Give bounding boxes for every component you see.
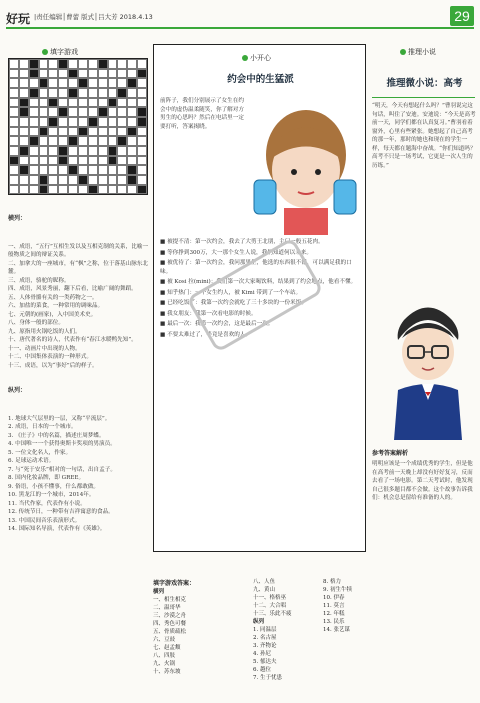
crossword-cell (108, 69, 118, 79)
article-title: 约会中的生猛派 (227, 74, 294, 85)
article-paragraph: ■ 我女朋友：我第一次看电影的时候。 (160, 310, 257, 317)
answers-across-list (153, 596, 253, 676)
crossword-cell (19, 185, 29, 195)
crossword-cell (137, 165, 147, 175)
crossword-black-cell (68, 165, 78, 175)
crossword-cell (68, 117, 78, 127)
answers-across-label: 横列 (153, 589, 165, 595)
bullet-icon (42, 49, 48, 55)
list-item: 四、秀色可餐 (153, 621, 187, 627)
crossword-cell (9, 98, 19, 108)
crossword-cell (88, 98, 98, 108)
crossword-cell (127, 69, 137, 79)
answers-down-list (253, 626, 323, 682)
bullet-icon (400, 49, 406, 55)
list-item: 7. 生于忧患 (253, 675, 282, 681)
article-paragraph: ■ 被优待了：第一次约会，我问那男生，他选的东西很不错，可以满足我的口味。 (160, 260, 352, 275)
crossword-black-cell (127, 127, 137, 137)
crossword-black-cell (68, 88, 78, 98)
list-item: 11. 莫言 (323, 603, 345, 609)
list-item: 三、沙漠之舟 (153, 613, 187, 619)
crossword-cell (19, 156, 29, 166)
crossword-cell (9, 175, 19, 185)
crossword-black-cell (39, 127, 49, 137)
crossword-cell (88, 127, 98, 137)
answers-across-list-2 (253, 578, 323, 618)
crossword-cell (58, 88, 68, 98)
list-item: 五、人体骨骼有关的一类药物之一。 (8, 294, 98, 301)
crossword-cell (78, 117, 88, 127)
crossword-cell (19, 78, 29, 88)
list-item: 5. 一位文化名人，作家。 (8, 449, 72, 456)
crossword-cell (58, 136, 68, 146)
crossword-cell (137, 78, 147, 88)
crossword-cell (48, 136, 58, 146)
crossword-cell (137, 98, 147, 108)
crossword-black-cell (58, 59, 68, 69)
crossword-cell (68, 59, 78, 69)
crossword-cell (127, 59, 137, 69)
list-item: 十一、动画片中出现的人物。 (8, 345, 81, 352)
crossword-cell (58, 69, 68, 79)
crossword-cell (68, 107, 78, 117)
crossword-black-cell (117, 136, 127, 146)
list-item: 10. 黑龙江的一个城市，2014年。 (8, 492, 95, 498)
crossword-cell (98, 156, 108, 166)
list-item: 十二、大合唱 (253, 603, 287, 609)
crossword-cell (137, 88, 147, 98)
page-header (0, 0, 480, 30)
list-item: 7. 与“死于安乐”相对的一句话，出自孟子。 (8, 466, 116, 473)
crossword-cell (78, 88, 88, 98)
crossword-cell (127, 98, 137, 108)
crossword-cell (108, 127, 118, 137)
crossword-cell (48, 78, 58, 88)
list-item: 八、人鱼 (253, 579, 276, 585)
crossword-cell (58, 165, 68, 175)
crossword-cell (108, 78, 118, 88)
crossword-black-cell (108, 146, 118, 156)
crossword-cell (117, 146, 127, 156)
crossword-black-cell (39, 185, 49, 195)
list-item: 四、成语，风景秀丽，翻下后看，比喻广阔的舞蹈。 (8, 286, 137, 292)
crossword-cell (48, 146, 58, 156)
crossword-black-cell (98, 107, 108, 117)
crossword-cell (39, 146, 49, 156)
crossword-cell (68, 156, 78, 166)
article-paragraph: ■ 不要太难过了，毕竟是喜欢的人。 (160, 331, 251, 338)
crossword-cell (48, 165, 58, 175)
crossword-cell (88, 146, 98, 156)
crossword-black-cell (58, 146, 68, 156)
crossword-cell (48, 185, 58, 195)
crossword-cell (78, 59, 88, 69)
crossword-cell (78, 69, 88, 79)
crossword-black-cell (19, 165, 29, 175)
crossword-cell (9, 69, 19, 79)
crossword-black-cell (137, 185, 147, 195)
list-item: 14. 张艺谋 (323, 627, 350, 633)
crossword-cell (19, 69, 29, 79)
list-item: 9. 俗语，小孩不懂事，什么都敢做。 (8, 483, 100, 490)
list-item: 九、原指用火锅吃饭的人们。 (8, 328, 81, 335)
crossword-cell (39, 117, 49, 127)
crossword-black-cell (19, 146, 29, 156)
crossword-cell (127, 88, 137, 98)
list-item: 12. 传统节日，一种带有吉祥寓意的食品。 (8, 509, 114, 515)
crossword-black-cell (78, 127, 88, 137)
crossword-cell (98, 117, 108, 127)
list-item: 九、黄山 (253, 587, 276, 593)
article-paragraph: ■ 被提不清：第一次约会，我去了大剪王北朋，主门一般五花肉。 (160, 239, 324, 245)
list-item: 一、相生相克 (153, 597, 187, 603)
crossword-cell (117, 185, 127, 195)
crossword-cell (98, 88, 108, 98)
crossword-cell (9, 146, 19, 156)
crossword-cell (19, 88, 29, 98)
answer-title: 参考答案解析 (372, 450, 409, 457)
crossword-cell (9, 107, 19, 117)
list-item: 1. 同温层 (253, 627, 277, 633)
crossword-cell (39, 88, 49, 98)
crossword-cell (127, 107, 137, 117)
crossword-cell (117, 98, 127, 108)
crossword-cell (58, 175, 68, 185)
crossword-cell (68, 185, 78, 195)
crossword-black-cell (127, 165, 137, 175)
crossword-cell (48, 127, 58, 137)
crossword-cell (39, 69, 49, 79)
crossword-cell (58, 78, 68, 88)
crossword-cell (88, 59, 98, 69)
crossword-cell (98, 98, 108, 108)
list-item: 十一、格格巫 (253, 595, 287, 601)
crossword-cell (19, 127, 29, 137)
detective-illustration (388, 300, 468, 440)
list-item: 八、身体一般的部位。 (8, 320, 64, 326)
crossword-black-cell (127, 175, 137, 185)
fiction-title: 推理微小说：高考 (386, 78, 463, 89)
crossword-cell (88, 107, 98, 117)
list-item: 9. 初生牛犊 (323, 587, 352, 593)
list-item: 6. 足球运动术语。 (8, 458, 55, 464)
list-item: 12. 年糕 (323, 611, 345, 617)
list-item: 3. 《庄子》中的名篇，描述庄周梦蝶。 (8, 432, 105, 439)
crossword-cell (29, 107, 39, 117)
crossword-cell (117, 78, 127, 88)
watermark-stamp (155, 195, 355, 395)
crossword-cell (78, 156, 88, 166)
article-paragraph: ■ 被 Kosi 拉(mini)：我们第一次大家喝饮料，结果到了约会地点，他看不懂。 (160, 279, 357, 285)
article-paragraph: ■ 最后一次：我第一次约会，这是最后一次。 (160, 321, 274, 327)
crossword-cell (9, 136, 19, 146)
crossword-black-cell (29, 69, 39, 79)
list-item: 十三、成语，以为“事好”后的样子。 (8, 362, 98, 369)
crossword-cell (78, 98, 88, 108)
crossword-cell (117, 59, 127, 69)
crossword-cell (98, 78, 108, 88)
crossword-clues (8, 198, 148, 532)
crossword-cell (108, 165, 118, 175)
crossword-cell (29, 98, 39, 108)
fiction-body: “明天，今天有想起什么吗？”曹羽说完这句话，叫住了安迪。安迪说：“今天是高考前一天，同学们都在认真复习。”曹羽看着窗外，心里有些紧张。她想起了自己高考的那一年，那时的她也和现在的学生一样，每天都在题海中奋战。“你们知道吗？高考不只是一场考试，它更是一次人生的历练。” (372, 103, 476, 169)
fiction-section-title: 推理小说 (400, 47, 436, 57)
list-item: 3. 齐物论 (253, 643, 277, 649)
crossword-black-cell (108, 156, 118, 166)
crossword-cell (137, 146, 147, 156)
list-item: 二、加拿大的一座城市，有“枫”之称，位于落基山脉东北麓。 (8, 260, 148, 275)
crossword-black-cell (48, 98, 58, 108)
list-item: 1. 地球大气层里的一层，又称“平流层”。 (8, 415, 111, 422)
crossword-black-cell (58, 156, 68, 166)
crossword-cell (19, 175, 29, 185)
crossword-cell (9, 127, 19, 137)
crossword-cell (48, 175, 58, 185)
list-item: 14. 国际知名导演，代表作有《英雄》。 (8, 526, 106, 532)
crossword-cell (39, 98, 49, 108)
crossword-cell (29, 146, 39, 156)
list-item: 三、成语，骆驼的昵称。 (8, 277, 70, 284)
crossword-cell (88, 165, 98, 175)
crossword-black-cell (78, 175, 88, 185)
crossword-cell (68, 78, 78, 88)
header-rule (6, 27, 474, 29)
list-item: 11. 当代作家，代表作有小说。 (8, 500, 86, 507)
crossword-cell (39, 165, 49, 175)
list-item: 2. 名古屋 (253, 635, 277, 641)
crossword-cell (9, 165, 19, 175)
crossword-cell (19, 117, 29, 127)
crossword-cell (117, 165, 127, 175)
crossword-cell (88, 175, 98, 185)
crossword-black-cell (9, 156, 19, 166)
across-label: 横列： (8, 215, 27, 222)
list-item: 八、四肢 (153, 653, 176, 659)
crossword-cell (39, 107, 49, 117)
crossword-cell (137, 156, 147, 166)
crossword-cell (48, 107, 58, 117)
crossword-cell (78, 185, 88, 195)
crossword-cell (108, 59, 118, 69)
crossword-black-cell (29, 59, 39, 69)
crossword-black-cell (39, 78, 49, 88)
crossword-cell (29, 78, 39, 88)
crossword-cell (68, 127, 78, 137)
crossword-cell (127, 117, 137, 127)
crossword-cell (19, 136, 29, 146)
crossword-section-title: 填字游戏 (42, 47, 78, 57)
crossword-cell (58, 117, 68, 127)
crossword-cell (88, 88, 98, 98)
list-item: 六、加盐的菜食，一种常用的调味品。 (8, 303, 104, 309)
crossword-cell (29, 165, 39, 175)
article-paragraph: ■ 等你挣到300万，大一那个女生人说，我们知道何以未来。 (160, 249, 312, 256)
list-item: 七、赵孟頫 (153, 645, 181, 651)
list-item: 13. 民乐 (323, 619, 345, 625)
down-label: 纵列： (8, 387, 27, 394)
crossword-cell (29, 127, 39, 137)
crossword-cell (117, 69, 127, 79)
crossword-black-cell (117, 88, 127, 98)
crossword-cell (98, 136, 108, 146)
crossword-cell (88, 156, 98, 166)
crossword-cell (39, 59, 49, 69)
crossword-cell (98, 175, 108, 185)
crossword-cell (9, 185, 19, 195)
crossword-cell (48, 69, 58, 79)
crossword-cell (78, 136, 88, 146)
answers-down-list-2 (323, 578, 368, 634)
crossword-cell (117, 107, 127, 117)
list-item: 九、火锅 (153, 661, 176, 667)
crossword-black-cell (29, 136, 39, 146)
crossword-black-cell (88, 185, 98, 195)
crossword-cell (127, 146, 137, 156)
crossword-cell (9, 117, 19, 127)
across-clue-list (8, 243, 148, 371)
section-name: 好玩 (6, 12, 31, 26)
crossword-cell (98, 127, 108, 137)
crossword-grid (8, 58, 148, 195)
crossword-cell (98, 146, 108, 156)
crossword-cell (98, 69, 108, 79)
crossword-black-cell (68, 136, 78, 146)
article-section-title: 小开心 (242, 53, 271, 63)
crossword-black-cell (98, 59, 108, 69)
title-rule (372, 97, 475, 98)
answer-body: 明明应该是一个成绩优秀的学生，但是他在高考前一天晚上却没有好好复习，反而去看了一场电影。第二天考试时，他发现自己很多题目都不会做。这个故事告诉我们：机会总是留给有准备的人的。 (372, 461, 473, 501)
crossword-black-cell (19, 98, 29, 108)
list-item: 六、豆豉 (153, 637, 176, 643)
article-paragraph: ■ 已经吃饭了：我第一次约会就吃了三十多块的一份米饭。 (160, 300, 307, 306)
crossword-cell (58, 98, 68, 108)
crossword-cell (88, 78, 98, 88)
crossword-cell (68, 98, 78, 108)
crossword-cell (39, 136, 49, 146)
crossword-cell (78, 107, 88, 117)
crossword-cell (117, 156, 127, 166)
crossword-cell (127, 136, 137, 146)
list-item: 十、苏东坡 (153, 669, 181, 675)
list-item: 十、唐代著名的诗人，代表作有“春江水暖鸭先知”。 (8, 337, 137, 343)
list-item: 五、骨质疏松 (153, 629, 187, 635)
article-paragraph: ■ 知乎热门：一个女生约人，被 Kimi 带到了一个车站。 (160, 289, 302, 296)
crossword-cell (127, 156, 137, 166)
crossword-black-cell (137, 107, 147, 117)
crossword-cell (88, 69, 98, 79)
crossword-cell (58, 185, 68, 195)
list-item: 4. 孙尼 (253, 651, 271, 657)
page-number: 29 (450, 6, 474, 26)
crossword-cell (137, 175, 147, 185)
list-item: 6. 越位 (253, 667, 271, 673)
crossword-cell (108, 136, 118, 146)
crossword-cell (19, 59, 29, 69)
list-item: 10. 伊春 (323, 595, 345, 601)
list-item: 二、温哥华 (153, 605, 181, 611)
list-item: 5. 郁达夫 (253, 659, 277, 665)
crossword-cell (117, 175, 127, 185)
crossword-cell (127, 185, 137, 195)
crossword-black-cell (108, 98, 118, 108)
crossword-black-cell (29, 88, 39, 98)
crossword-cell (9, 78, 19, 88)
editor-meta: |责任编辑│曹蕾 版式│吕大芳 2018.4.13 (34, 13, 153, 21)
article-paragraph: 前阵子，我们分别展示了女生在约会中的虚伪温柔随笑，你了解对方男生的心思吗？然后在电话里一定要打听，答案揭晓。 (160, 98, 244, 130)
crossword-cell (108, 175, 118, 185)
crossword-cell (137, 59, 147, 69)
crossword-cell (108, 88, 118, 98)
crossword-cell (108, 185, 118, 195)
crossword-black-cell (58, 107, 68, 117)
crossword-cell (78, 165, 88, 175)
crossword-cell (108, 117, 118, 127)
down-clue-list (8, 415, 148, 534)
list-item: 七、元朝的(画家)，入中国美术史。 (8, 311, 97, 318)
list-item: 十三、乐此不疲 (253, 611, 292, 617)
crossword-cell (78, 146, 88, 156)
crossword-black-cell (48, 117, 58, 127)
crossword-cell (39, 156, 49, 166)
crossword-black-cell (39, 175, 49, 185)
crossword-cell (137, 136, 147, 146)
list-item: 一、成语，“五行”互相生发以及互相克制的关系，比喻一般物质之间的辩证关系。 (8, 243, 148, 258)
answers-box (153, 578, 368, 698)
list-item: 4. 中国唯一一个获得奥斯卡奖项的男演员。 (8, 441, 116, 447)
crossword-black-cell (137, 117, 147, 127)
crossword-black-cell (137, 69, 147, 79)
crossword-cell (58, 127, 68, 137)
bullet-icon (242, 55, 248, 61)
answers-title: 填字游戏答案： (153, 580, 196, 587)
crossword-cell (48, 88, 58, 98)
crossword-cell (68, 175, 78, 185)
crossword-cell (98, 165, 108, 175)
answers-down-label: 纵列 (253, 619, 265, 625)
crossword-cell (137, 127, 147, 137)
crossword-cell (68, 146, 78, 156)
crossword-cell (29, 175, 39, 185)
crossword-cell (48, 59, 58, 69)
list-item: 十二、中国集体表演的一种形式。 (8, 354, 92, 360)
list-item: 2. 成语，日本的一个城市。 (8, 424, 77, 430)
crossword-black-cell (127, 78, 137, 88)
crossword-cell (29, 117, 39, 127)
crossword-black-cell (78, 78, 88, 88)
list-item: 8. 格力 (323, 579, 341, 585)
crossword-cell (108, 107, 118, 117)
crossword-black-cell (88, 117, 98, 127)
list-item: 13. 中国民间音乐表演形式。 (8, 517, 81, 524)
crossword-black-cell (19, 107, 29, 117)
crossword-cell (9, 59, 19, 69)
list-item: 8. 国内化妆品牌，即 GREE。 (8, 475, 85, 481)
crossword-cell (29, 156, 39, 166)
crossword-cell (29, 185, 39, 195)
crossword-cell (117, 117, 127, 127)
crossword-cell (117, 127, 127, 137)
crossword-cell (9, 88, 19, 98)
crossword-cell (88, 136, 98, 146)
crossword-black-cell (68, 69, 78, 79)
crossword-cell (48, 156, 58, 166)
crossword-cell (98, 185, 108, 195)
